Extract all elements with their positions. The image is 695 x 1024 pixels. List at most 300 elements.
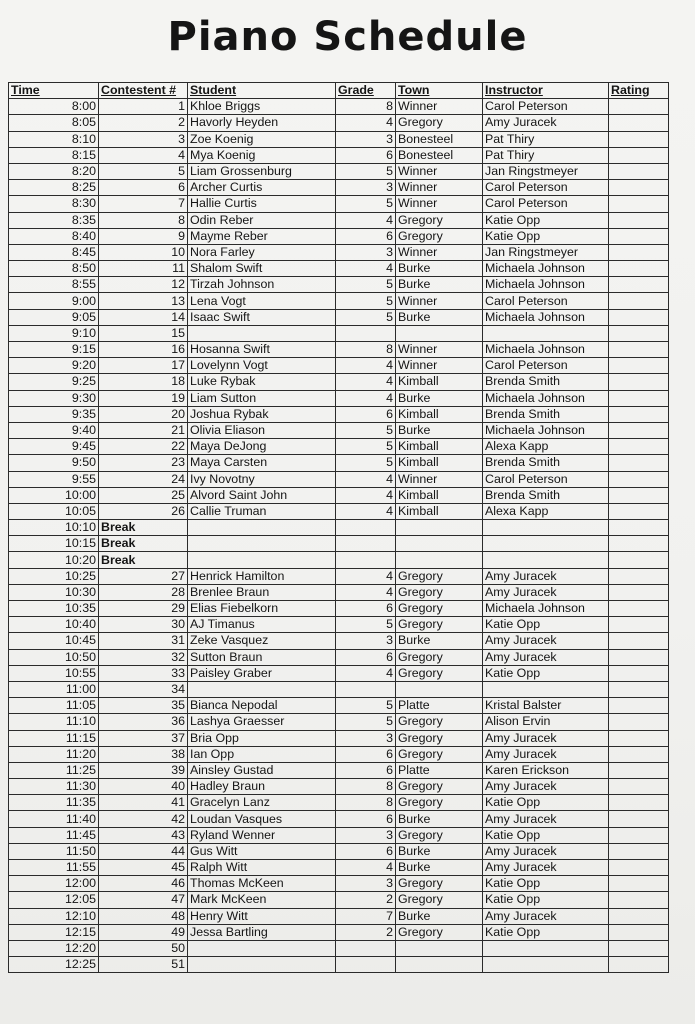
table-row [9,649,669,665]
rating-cell [609,568,669,584]
contestent-cell: 45 [99,860,188,876]
grade-cell: 8 [336,342,396,358]
town-cell: Gregory [396,601,483,617]
town-cell [396,957,483,973]
contestent-cell: 26 [99,503,188,519]
instructor-cell: Amy Juracek [483,811,609,827]
grade-cell: 4 [336,584,396,600]
contestent-cell: 41 [99,795,188,811]
table-row [9,698,669,714]
student-cell: Gus Witt [188,843,336,859]
town-cell [396,940,483,956]
town-cell [396,520,483,536]
time-cell: 12:00 [9,876,99,892]
contestent-cell: 39 [99,762,188,778]
time-cell: 9:45 [9,439,99,455]
student-cell: Ainsley Gustad [188,762,336,778]
table-row [9,374,669,390]
header-grade: Grade [336,83,396,99]
town-cell [396,536,483,552]
town-cell: Platte [396,762,483,778]
table-row [9,422,669,438]
time-cell: 11:55 [9,860,99,876]
town-cell: Winner [396,163,483,179]
instructor-cell: Amy Juracek [483,633,609,649]
instructor-cell: Karen Erickson [483,762,609,778]
rating-cell [609,358,669,374]
time-cell: 10:55 [9,665,99,681]
grade-cell: 4 [336,212,396,228]
town-cell: Gregory [396,779,483,795]
contestent-cell: 32 [99,649,188,665]
rating-cell [609,325,669,341]
table-row [9,617,669,633]
instructor-cell: Carol Peterson [483,471,609,487]
table-row [9,860,669,876]
table-row [9,876,669,892]
instructor-cell: Amy Juracek [483,908,609,924]
time-cell: 9:05 [9,309,99,325]
contestent-cell: 23 [99,455,188,471]
grade-cell [336,536,396,552]
town-cell: Kimball [396,406,483,422]
instructor-cell: Jan Ringstmeyer [483,244,609,260]
student-cell: Brenlee Braun [188,584,336,600]
grade-cell: 6 [336,601,396,617]
table-row [9,180,669,196]
grade-cell [336,520,396,536]
contestent-cell: 36 [99,714,188,730]
instructor-cell: Carol Peterson [483,358,609,374]
student-cell [188,681,336,697]
grade-cell: 8 [336,779,396,795]
time-cell: 10:05 [9,503,99,519]
time-cell: 10:40 [9,617,99,633]
rating-cell [609,406,669,422]
town-cell: Winner [396,293,483,309]
grade-cell: 4 [336,665,396,681]
town-cell: Kimball [396,439,483,455]
contestent-cell: 28 [99,584,188,600]
instructor-cell: Carol Peterson [483,180,609,196]
town-cell: Gregory [396,730,483,746]
instructor-cell: Kristal Balster [483,698,609,714]
rating-cell [609,163,669,179]
town-cell: Burke [396,277,483,293]
instructor-cell: Jan Ringstmeyer [483,163,609,179]
town-cell: Winner [396,99,483,115]
instructor-cell: Pat Thiry [483,147,609,163]
instructor-cell: Amy Juracek [483,568,609,584]
table-row [9,325,669,341]
grade-cell: 5 [336,455,396,471]
instructor-cell: Amy Juracek [483,730,609,746]
town-cell: Gregory [396,665,483,681]
time-cell: 10:30 [9,584,99,600]
town-cell: Gregory [396,924,483,940]
rating-cell [609,601,669,617]
time-cell: 8:25 [9,180,99,196]
student-cell: Havorly Heyden [188,115,336,131]
town-cell: Kimball [396,503,483,519]
grade-cell: 4 [336,261,396,277]
rating-cell [609,487,669,503]
table-row [9,601,669,617]
rating-cell [609,714,669,730]
town-cell: Burke [396,843,483,859]
table-row [9,309,669,325]
grade-cell: 3 [336,633,396,649]
rating-cell [609,520,669,536]
contestent-cell: 14 [99,309,188,325]
town-cell: Burke [396,261,483,277]
grade-cell: 3 [336,180,396,196]
instructor-cell: Michaela Johnson [483,422,609,438]
town-cell: Gregory [396,795,483,811]
rating-cell [609,860,669,876]
town-cell: Burke [396,422,483,438]
town-cell: Winner [396,471,483,487]
grade-cell [336,957,396,973]
header-instructor: Instructor [483,83,609,99]
student-cell: Maya DeJong [188,439,336,455]
rating-cell [609,892,669,908]
table-row [9,99,669,115]
grade-cell: 6 [336,762,396,778]
rating-cell [609,342,669,358]
instructor-cell: Carol Peterson [483,293,609,309]
contestent-cell: 22 [99,439,188,455]
grade-cell: 3 [336,827,396,843]
grade-cell: 4 [336,568,396,584]
student-cell [188,536,336,552]
table-row [9,212,669,228]
table-row [9,843,669,859]
student-cell [188,940,336,956]
grade-cell: 6 [336,147,396,163]
grade-cell: 5 [336,617,396,633]
rating-cell [609,940,669,956]
contestent-cell: 42 [99,811,188,827]
student-cell: Luke Rybak [188,374,336,390]
instructor-cell: Amy Juracek [483,779,609,795]
table-row [9,746,669,762]
grade-cell [336,681,396,697]
time-cell: 8:35 [9,212,99,228]
instructor-cell: Carol Peterson [483,99,609,115]
contestent-cell: 31 [99,633,188,649]
instructor-cell: Michaela Johnson [483,309,609,325]
town-cell: Burke [396,309,483,325]
time-cell: 9:25 [9,374,99,390]
grade-cell: 5 [336,163,396,179]
time-cell: 12:10 [9,908,99,924]
instructor-cell: Brenda Smith [483,455,609,471]
town-cell: Gregory [396,827,483,843]
time-cell: 8:30 [9,196,99,212]
grade-cell: 5 [336,439,396,455]
break-cell: Break [99,552,188,568]
time-cell: 9:15 [9,342,99,358]
rating-cell [609,649,669,665]
time-cell: 11:25 [9,762,99,778]
rating-cell [609,374,669,390]
table-row [9,293,669,309]
table-row [9,940,669,956]
time-cell: 11:45 [9,827,99,843]
town-cell: Burke [396,390,483,406]
rating-cell [609,277,669,293]
contestent-cell: 20 [99,406,188,422]
table-row [9,924,669,940]
time-cell: 8:40 [9,228,99,244]
student-cell: Mya Koenig [188,147,336,163]
grade-cell [336,325,396,341]
town-cell: Winner [396,180,483,196]
contestent-cell: 48 [99,908,188,924]
header-student: Student [188,83,336,99]
contestent-cell: 17 [99,358,188,374]
grade-cell: 6 [336,228,396,244]
time-cell: 12:05 [9,892,99,908]
table-row [9,908,669,924]
student-cell: Thomas McKeen [188,876,336,892]
grade-cell: 5 [336,293,396,309]
time-cell: 12:15 [9,924,99,940]
contestent-cell: 15 [99,325,188,341]
instructor-cell: Amy Juracek [483,115,609,131]
time-cell: 8:20 [9,163,99,179]
time-cell: 10:35 [9,601,99,617]
contestent-cell: 51 [99,957,188,973]
time-cell: 12:25 [9,957,99,973]
contestent-cell: 37 [99,730,188,746]
student-cell: Ralph Witt [188,860,336,876]
grade-cell: 6 [336,843,396,859]
rating-cell [609,503,669,519]
rating-cell [609,746,669,762]
student-cell: Ivy Novotny [188,471,336,487]
grade-cell: 6 [336,406,396,422]
table-row [9,568,669,584]
contestent-cell: 38 [99,746,188,762]
instructor-cell: Katie Opp [483,212,609,228]
time-cell: 9:00 [9,293,99,309]
table-row [9,228,669,244]
instructor-cell: Katie Opp [483,665,609,681]
table-row [9,730,669,746]
grade-cell: 3 [336,244,396,260]
grade-cell: 4 [336,487,396,503]
town-cell: Gregory [396,228,483,244]
rating-cell [609,924,669,940]
instructor-cell [483,552,609,568]
contestent-cell: 10 [99,244,188,260]
student-cell: Elias Fiebelkorn [188,601,336,617]
town-cell: Kimball [396,455,483,471]
student-cell: Bria Opp [188,730,336,746]
time-cell: 11:05 [9,698,99,714]
grade-cell: 3 [336,730,396,746]
instructor-cell: Katie Opp [483,795,609,811]
instructor-cell: Brenda Smith [483,406,609,422]
contestent-cell: 13 [99,293,188,309]
grade-cell: 5 [336,698,396,714]
table-row [9,957,669,973]
student-cell: Ian Opp [188,746,336,762]
table-row [9,455,669,471]
town-cell: Gregory [396,892,483,908]
student-cell: Callie Truman [188,503,336,519]
rating-cell [609,633,669,649]
time-cell: 10:20 [9,552,99,568]
grade-cell: 3 [336,876,396,892]
time-cell: 9:55 [9,471,99,487]
rating-cell [609,439,669,455]
schedule-table [8,82,669,973]
table-row [9,115,669,131]
student-cell: Olivia Eliason [188,422,336,438]
student-cell: Henrick Hamilton [188,568,336,584]
contestent-cell: 18 [99,374,188,390]
contestent-cell: 34 [99,681,188,697]
contestent-cell: 6 [99,180,188,196]
table-row [9,795,669,811]
rating-cell [609,681,669,697]
rating-cell [609,698,669,714]
contestent-cell: 5 [99,163,188,179]
student-cell: Mark McKeen [188,892,336,908]
student-cell: Gracelyn Lanz [188,795,336,811]
town-cell [396,681,483,697]
table-row [9,390,669,406]
rating-cell [609,147,669,163]
instructor-cell: Katie Opp [483,617,609,633]
time-cell: 11:10 [9,714,99,730]
table-row [9,665,669,681]
grade-cell: 5 [336,196,396,212]
student-cell [188,552,336,568]
instructor-cell [483,957,609,973]
town-cell: Winner [396,196,483,212]
table-row [9,714,669,730]
rating-cell [609,261,669,277]
contestent-cell: 46 [99,876,188,892]
contestent-cell: 33 [99,665,188,681]
contestent-cell: 12 [99,277,188,293]
time-cell: 9:10 [9,325,99,341]
table-row [9,633,669,649]
table-row [9,811,669,827]
student-cell: Lashya Graesser [188,714,336,730]
town-cell: Winner [396,244,483,260]
contestent-cell: 1 [99,99,188,115]
time-cell: 10:00 [9,487,99,503]
contestent-cell: 24 [99,471,188,487]
table-row [9,196,669,212]
rating-cell [609,617,669,633]
town-cell: Burke [396,811,483,827]
rating-cell [609,99,669,115]
student-cell [188,325,336,341]
grade-cell: 4 [336,374,396,390]
table-row [9,131,669,147]
student-cell: Ryland Wenner [188,827,336,843]
student-cell [188,957,336,973]
table-row [9,406,669,422]
instructor-cell [483,681,609,697]
instructor-cell: Brenda Smith [483,374,609,390]
grade-cell: 4 [336,471,396,487]
rating-cell [609,779,669,795]
grade-cell: 5 [336,309,396,325]
header-time: Time [9,83,99,99]
rating-cell [609,908,669,924]
contestent-cell: 44 [99,843,188,859]
town-cell: Burke [396,860,483,876]
student-cell: Tirzah Johnson [188,277,336,293]
rating-cell [609,811,669,827]
contestent-cell: 8 [99,212,188,228]
time-cell: 11:20 [9,746,99,762]
grade-cell [336,552,396,568]
student-cell: Jessa Bartling [188,924,336,940]
instructor-cell: Amy Juracek [483,843,609,859]
time-cell: 9:35 [9,406,99,422]
town-cell [396,552,483,568]
student-cell: Alvord Saint John [188,487,336,503]
rating-cell [609,131,669,147]
contestent-cell: 47 [99,892,188,908]
rating-cell [609,957,669,973]
instructor-cell: Katie Opp [483,892,609,908]
student-cell: Mayme Reber [188,228,336,244]
page-title: Piano Schedule [167,14,528,60]
header-rating: Rating [609,83,669,99]
rating-cell [609,730,669,746]
contestent-cell: 9 [99,228,188,244]
grade-cell: 4 [336,358,396,374]
rating-cell [609,665,669,681]
instructor-cell: Alexa Kapp [483,439,609,455]
time-cell: 11:30 [9,779,99,795]
rating-cell [609,212,669,228]
table-row [9,892,669,908]
rating-cell [609,876,669,892]
town-cell: Bonesteel [396,147,483,163]
student-cell [188,520,336,536]
student-cell: Khloe Briggs [188,99,336,115]
student-cell: Paisley Graber [188,665,336,681]
contestent-cell: 3 [99,131,188,147]
town-cell: Gregory [396,876,483,892]
contestent-cell: 4 [99,147,188,163]
rating-cell [609,115,669,131]
table-row [9,439,669,455]
town-cell: Burke [396,908,483,924]
table-row [9,471,669,487]
table-row [9,520,669,536]
instructor-cell: Amy Juracek [483,860,609,876]
time-cell: 8:45 [9,244,99,260]
instructor-cell: Katie Opp [483,827,609,843]
town-cell: Gregory [396,617,483,633]
instructor-cell [483,325,609,341]
instructor-cell: Amy Juracek [483,584,609,600]
student-cell: Hosanna Swift [188,342,336,358]
time-cell: 10:45 [9,633,99,649]
time-cell: 10:15 [9,536,99,552]
